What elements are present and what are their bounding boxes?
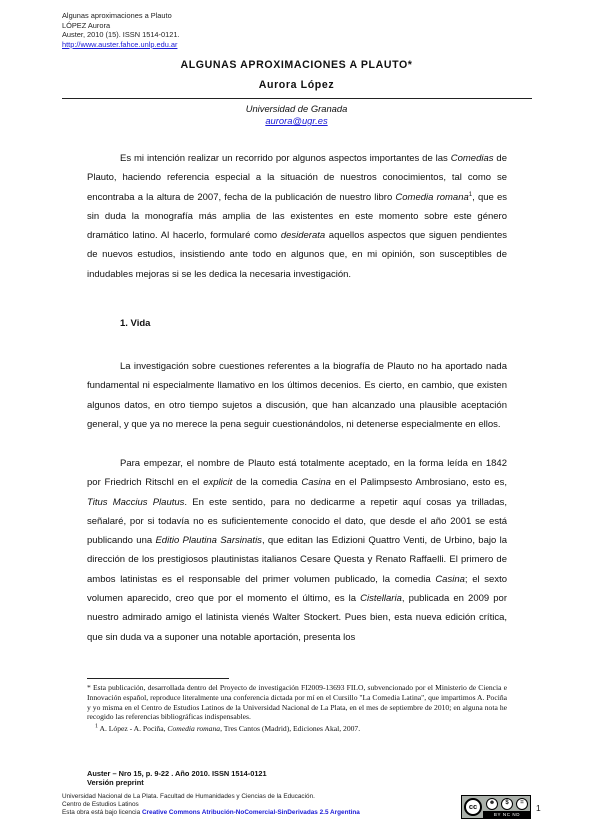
paragraph-intro — [87, 149, 507, 284]
italic-run: explicit — [203, 477, 233, 489]
text-run: en el Palimpsesto Ambrosiano, esto es, — [330, 477, 507, 489]
no-commercial-icon: $ — [501, 798, 513, 810]
page-footer — [62, 793, 360, 817]
text-run: A. López - A. Pociña, — [98, 724, 168, 734]
italic-run: Cistellaria — [360, 593, 402, 605]
header-issn: Auster, 2010 (15). ISSN 1514-0121. — [62, 30, 180, 40]
italic-run: Titus Maccius Plautus — [87, 496, 185, 508]
footnote-divider — [87, 678, 229, 679]
no-derivatives-icon: = — [516, 798, 528, 810]
text-run: , que editan las Edizioni Quattro Venti, de Urbino, bajo la dirección de los prestigiosos plautinistas italianos Cesare Questa y Renato Raffaelli. El primero de ambos latinistas es el responsable del primer volumen publicado, la comedia — [87, 535, 507, 585]
section-heading-vida: 1. Vida — [120, 318, 151, 329]
page-number: 1 — [536, 803, 541, 813]
header-author: LÓPEZ Aurora — [62, 20, 111, 30]
text-run: ; el sexto volumen aparecido, creo que por el momento el último, es la — [87, 573, 507, 605]
italic-run: Casina — [435, 573, 465, 585]
italic-run: desiderata — [280, 230, 326, 242]
italic-run: Comedia romana — [167, 724, 221, 734]
paragraph-vida-1 — [87, 357, 507, 434]
license-strip: BY NC ND — [483, 811, 531, 818]
footnote-star: * Esta publicación, desarrollada dentro del Proyecto de investigación FI2009-13693 FILO, subvencionado por el Ministerio de Ciencia e Innovación español, reproduce literalmente una conferencia dictada por mí en el Cursillo "La Comedia Latina", que impartimos A. Pociña y yo misma en el Centro de Estudios Latinos de la Universidad Nacional de La Plata, en el mes de septiembre de 2010; en alguna nota he recogido las referencias bibliográficas indispensables. — [87, 683, 507, 722]
text-run: Es mi intención realizar un recorrido por algunos aspectos importantes de las — [120, 153, 451, 164]
paragraph-text: La investigación sobre cuestiones referentes a la biografía de Plauto no ha aportado nada fundamental ni especialmente llamativo en los últimos decenios. Es cierto, en cambio, que existen algunos datos, en otro tiempo sujetos a discusión, que han alcanzado una plausible aceptación general, y que ya no merece la pena seguir cuestionándolos, ni detenerse especialmente en ellos. — [87, 361, 507, 430]
text-run: . En este sentido, para no dedicarme a repetir aquí cosas ya trilladas, señalaré, por si todavía no es suficientemente conocido el dato, que desde el año 2001 se está publicando una — [87, 496, 507, 547]
journal-citation — [87, 769, 267, 787]
paragraph-vida-2 — [87, 454, 507, 647]
header-link[interactable]: http://www.auster.fahce.unlp.edu.ar — [62, 39, 178, 49]
paper-title: ALGUNAS APROXIMACIONES A PLAUTO* — [180, 59, 413, 71]
running-header — [62, 11, 180, 49]
text-run: , que es sin duda la monografía más amplia de las existentes en este momento sobre este género dramático latino. Al hacerlo, formularé como — [87, 191, 507, 242]
license-link[interactable]: Creative Commons Atribución-NoComercial-SinDerivadas 2.5 Argentina — [141, 809, 360, 816]
affiliation — [0, 103, 593, 127]
title-divider — [62, 98, 532, 99]
italic-run: Comedias — [450, 153, 494, 164]
person-icon: ☻ — [486, 798, 498, 810]
footnote-ref[interactable]: 1 — [468, 191, 473, 198]
text-run: , publicada en 2009 por nuestro admirado amigo el latinista vienés Walter Stockert. Pues bien, esta nueva edición crítica, que sin duda va a suponer una notable aportación, presenta los — [87, 593, 507, 643]
footnotes — [87, 683, 507, 734]
text-run: de la comedia — [232, 477, 302, 489]
cc-logo-icon: cc — [464, 798, 482, 816]
footer-center: Centro de Estudios Latinos — [62, 801, 139, 808]
citation-line: Auster – Nro 15, p. 9-22 . Año 2010. ISSN 1514-0121 — [87, 769, 267, 778]
italic-run: Editio Plautina Sarsinatis — [155, 535, 262, 547]
affiliation-institution: Universidad de Granada — [245, 103, 348, 114]
paper-author: Aurora López — [258, 79, 335, 91]
footer-license-text: Esta obra está bajo licencia — [62, 809, 142, 816]
italic-run: Comedia romana — [395, 191, 469, 203]
header-title: Algunas aproximaciones a Plauto — [62, 11, 172, 20]
cc-license-badge[interactable] — [461, 795, 531, 819]
text-run: aquellos aspectos que siguen pendientes de nuevos estudios, insistiendo ante todo en algunos que, en mi opinión, son susceptibles de indudables mejoras si se les dedica la necesaria investigación. — [87, 230, 507, 280]
text-run: , Tres Cantos (Madrid), Ediciones Akal, 2007. — [220, 724, 361, 734]
italic-run: Casina — [301, 477, 331, 489]
text-run: de Plauto, haciendo referencia especial a la situación de nuestros conocimientos, tal como se encontraba a la altura de 2007, fecha de la publicación de nuestro libro — [87, 153, 507, 203]
author-email-link[interactable]: aurora@ugr.es — [265, 115, 328, 126]
footer-institution: Universidad Nacional de La Plata. Facultad de Humanidades y Ciencias de la Educación. — [62, 793, 315, 800]
version-label: Versión preprint — [87, 778, 144, 787]
footnote-1 — [87, 724, 507, 734]
footnote-mark: 1 — [95, 723, 98, 730]
text-run: Para empezar, el nombre de Plauto está totalmente aceptado, en la forma leída en 1842 por Friedrich Ritschl en el — [87, 458, 507, 489]
